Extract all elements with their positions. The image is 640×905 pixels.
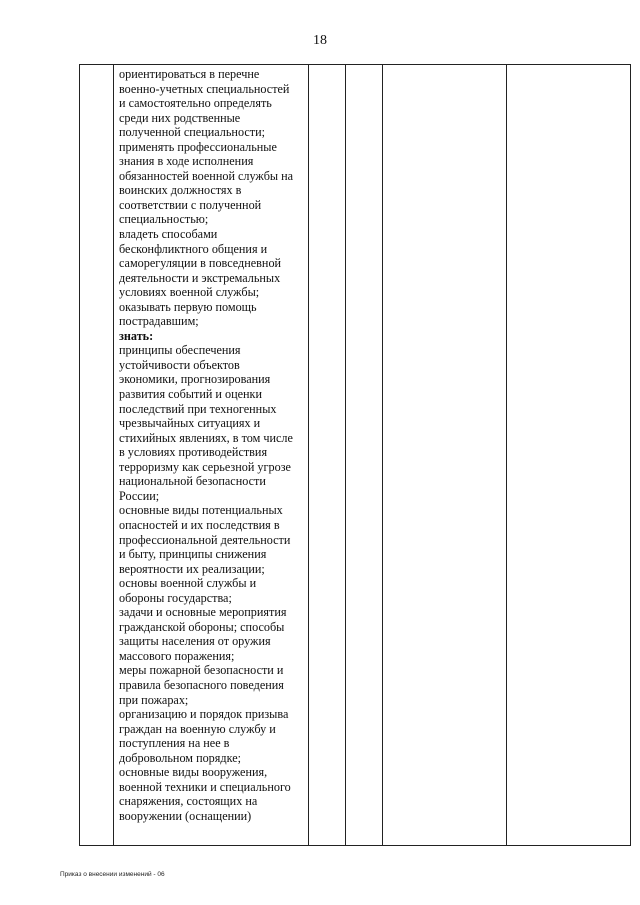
text-line: полученной специальности; bbox=[119, 125, 265, 140]
table-cell-index bbox=[80, 65, 114, 846]
text-line: в условиях противодействия bbox=[119, 445, 268, 460]
text-line: опасностей и их последствия в bbox=[119, 517, 280, 532]
text-line: основы военной службы и bbox=[119, 576, 257, 591]
text-line: воинских должностях в bbox=[119, 183, 242, 198]
table-cell-content bbox=[114, 65, 309, 846]
table-cell-empty bbox=[309, 65, 346, 846]
text-line: экономики, прогнозирования bbox=[119, 372, 271, 387]
document-table bbox=[79, 64, 631, 846]
text-line: знания в ходе исполнения bbox=[119, 154, 254, 169]
text-line: и быту, принципы снижения bbox=[119, 547, 267, 562]
text-line: чрезвычайных ситуациях и bbox=[119, 416, 261, 431]
text-line: вероятности их реализации; bbox=[119, 561, 265, 576]
text-line: защиты населения от оружия bbox=[119, 634, 271, 649]
text-line: обязанностей военной службы на bbox=[119, 168, 294, 183]
text-line: и самостоятельно определять bbox=[119, 96, 272, 111]
text-line: профессиональной деятельности bbox=[119, 532, 291, 547]
text-line: массового поражения; bbox=[119, 648, 235, 663]
text-line: условиях военной службы; bbox=[119, 285, 260, 300]
table-row bbox=[80, 65, 631, 846]
text-line: обороны государства; bbox=[119, 590, 232, 605]
table-cell-empty bbox=[346, 65, 383, 846]
text-line: специальностью; bbox=[119, 212, 209, 227]
text-line: организацию и порядок призыва bbox=[119, 707, 289, 722]
text-line: граждан на военную службу и bbox=[119, 721, 276, 736]
text-line: стихийных явлениях, в том числе bbox=[119, 430, 293, 445]
text-line: правила безопасного поведения bbox=[119, 677, 284, 692]
table-cell-empty bbox=[507, 65, 631, 846]
text-line: основные виды вооружения, bbox=[119, 765, 268, 780]
text-line: применять профессиональные bbox=[119, 139, 277, 154]
text-line: последствий при техногенных bbox=[119, 401, 277, 416]
text-line: саморегуляции в повседневной bbox=[119, 256, 282, 271]
text-line: при пожарах; bbox=[119, 692, 189, 707]
text-line: гражданской обороны; способы bbox=[119, 619, 285, 634]
text-line: развития событий и оценки bbox=[119, 387, 262, 402]
text-line: добровольном порядке; bbox=[119, 750, 241, 765]
text-line: поступления на нее в bbox=[119, 736, 230, 751]
text-line: снаряжения, состоящих на bbox=[119, 794, 258, 809]
competency-text bbox=[114, 65, 308, 823]
text-line: принципы обеспечения bbox=[119, 343, 241, 358]
text-line: терроризму как серьезной угрозе bbox=[119, 459, 291, 474]
text-line: владеть способами bbox=[119, 227, 218, 242]
text-line: меры пожарной безопасности и bbox=[119, 663, 284, 678]
text-line: национальной безопасности bbox=[119, 474, 266, 489]
text-line: соответствии с полученной bbox=[119, 197, 262, 212]
table-cell-empty bbox=[383, 65, 507, 846]
text-line: основные виды потенциальных bbox=[119, 503, 283, 518]
text-line: вооружении (оснащении) bbox=[119, 808, 252, 823]
text-line: деятельности и экстремальных bbox=[119, 270, 281, 285]
text-line: военной техники и специального bbox=[119, 779, 291, 794]
text-line: оказывать первую помощь bbox=[119, 299, 257, 314]
text-line: знать: bbox=[119, 328, 154, 343]
footer-note: Приказ о внесении изменений - 06 bbox=[60, 871, 165, 878]
text-line: пострадавшим; bbox=[119, 314, 199, 329]
text-line: среди них родственные bbox=[119, 110, 241, 125]
text-line: бесконфликтного общения и bbox=[119, 241, 268, 256]
text-line: устойчивости объектов bbox=[119, 357, 240, 372]
text-line: ориентироваться в перечне bbox=[119, 67, 260, 81]
text-line: военно-учетных специальностей bbox=[119, 81, 290, 96]
text-line: задачи и основные мероприятия bbox=[119, 605, 287, 620]
page-number: 18 bbox=[313, 33, 327, 48]
text-line: России; bbox=[119, 488, 160, 503]
